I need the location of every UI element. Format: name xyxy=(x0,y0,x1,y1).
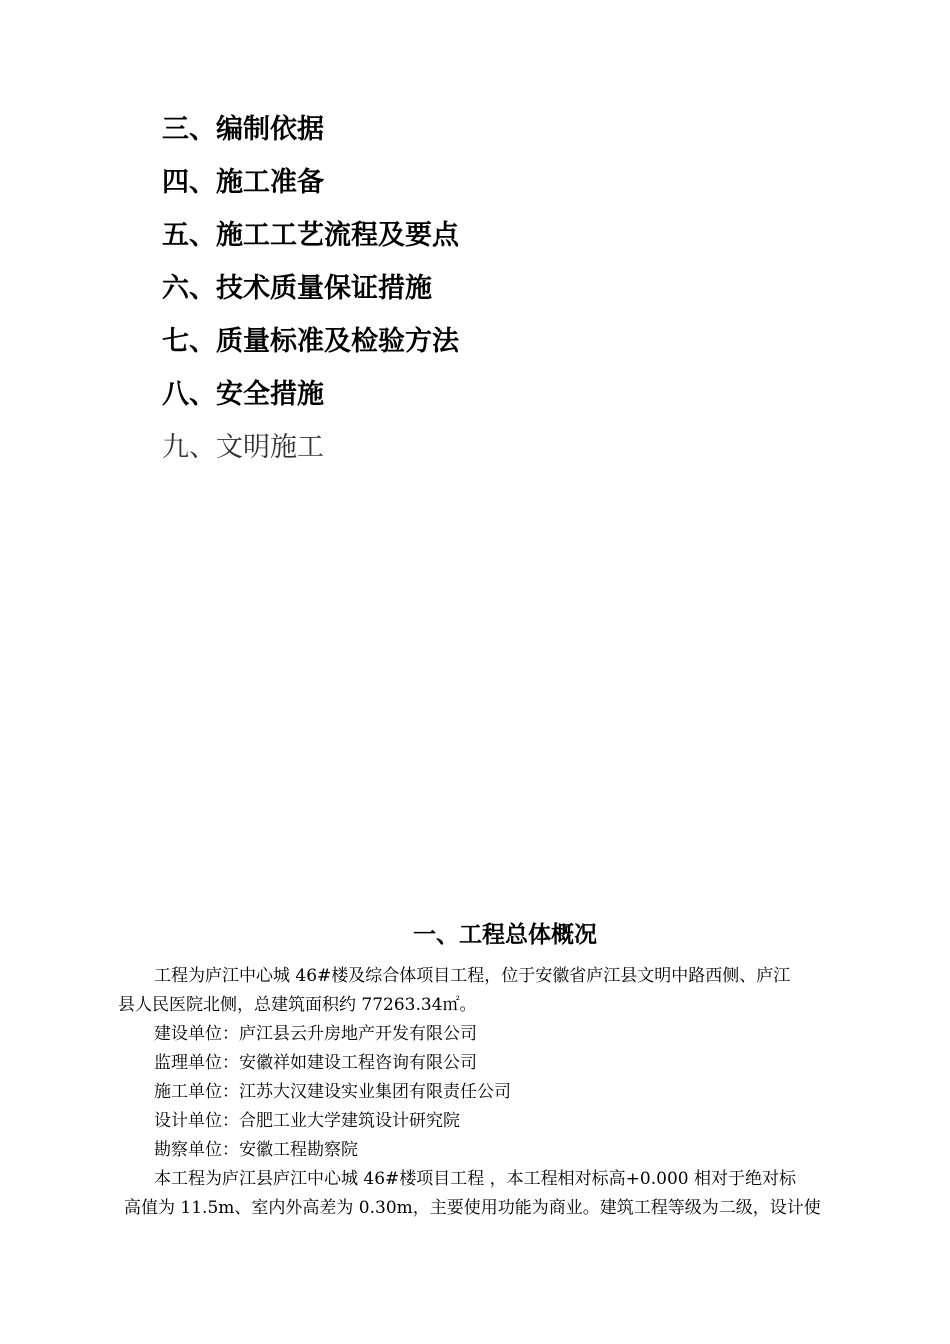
toc-item-safety: 八、安全措施 xyxy=(162,379,324,410)
toc-item-process: 五、施工工艺流程及要点 xyxy=(162,220,459,251)
toc-item-quality-standards: 七、质量标准及检验方法 xyxy=(162,326,459,357)
section-title: 一、工程总体概况 xyxy=(413,922,597,948)
section-body xyxy=(118,962,854,1223)
toc-item-preparation: 四、施工准备 xyxy=(162,167,324,198)
desc-line-2: 高值为 11.5m、室内外高差为 0.30m，主要使用功能为商业。建筑工程等级为二级，设计使 xyxy=(124,1198,821,1218)
intro-line-2: 县人民医院北侧，总建筑面积约 77263.34㎡。 xyxy=(118,995,477,1015)
unit-contractor: 施工单位：江苏大汉建设实业集团有限责任公司 xyxy=(154,1082,511,1102)
toc-item-quality-measures: 六、技术质量保证措施 xyxy=(162,273,432,304)
intro-line-1: 工程为庐江中心城 46#楼及综合体项目工程，位于安徽省庐江县文明中路西侧、庐江 xyxy=(154,966,791,986)
table-of-contents xyxy=(162,108,459,479)
unit-supervisor: 监理单位：安徽祥如建设工程咨询有限公司 xyxy=(154,1053,477,1073)
unit-designer: 设计单位：合肥工业大学建筑设计研究院 xyxy=(154,1111,460,1131)
toc-item-basis: 三、编制依据 xyxy=(162,114,324,145)
desc-line-1: 本工程为庐江县庐江中心城 46#楼项目工程 ，本工程相对标高+0.000 相对于绝对标 xyxy=(154,1169,796,1189)
unit-surveyor: 勘察单位：安徽工程勘察院 xyxy=(154,1140,358,1160)
unit-owner: 建设单位：庐江县云升房地产开发有限公司 xyxy=(154,1024,477,1044)
toc-item-civilized-construction: 九、文明施工 xyxy=(162,432,324,463)
